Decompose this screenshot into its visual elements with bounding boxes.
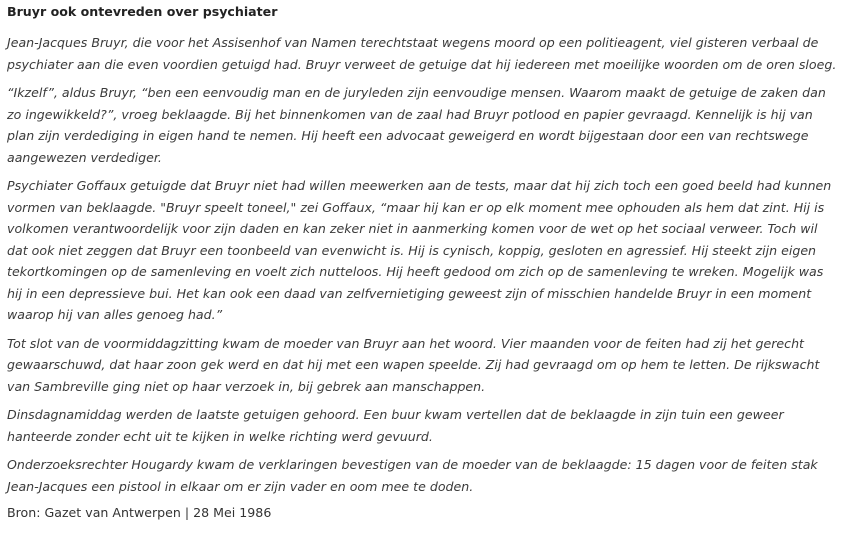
paragraph-6: Onderzoeksrechter Hougardy kwam de verklaringen bevestigen van de moeder van de beklaagde: 15 dagen voor de feiten stak Jean-Jacques een pistool in elkaar om er zijn vader en oom mee te doden. [7, 457, 818, 494]
paragraph-5: Dinsdagnamiddag werden de laatste getuigen gehoord. Een buur kwam vertellen dat de beklaagde in zijn tuin een geweer hanteerde zonder echt uit te kijken in welke richting werd gevuurd. [7, 407, 784, 444]
paragraph-4: Tot slot van de voormiddagzitting kwam de moeder van Bruyr aan het woord. Vier maanden voor de feiten had zij het gerecht gewaarschuwd, dat haar zoon gek werd en dat hij met een wapen speelde. Zij had gevraagd om op hem te letten. De rijkswacht van Sambreville ging niet op haar verzoek in, bij gebrek aan manschappen. [7, 335, 820, 394]
source-line: Bron: Gazet van Antwerpen | 28 Mei 1986 [7, 505, 272, 520]
paragraph-2: “Ikzelf”, aldus Bruyr, “ben een eenvoudig man en de juryleden zijn eenvoudige mensen. Waarom maakt de getuige de zaken dan zo ingewikkeld?”, vroeg beklaagde. Bij het binnenkomen van de zaal had Bruyr potlood en papier gevraagd. Kennelijk is hij van plan zijn verdediging in eigen hand te nemen. Hij heeft een advocaat geweigerd en wordt bijgestaan door een van rechtswege aangewezen verdediger. [7, 85, 826, 165]
paragraph-3: Psychiater Goffaux getuigde dat Bruyr niet had willen meewerken aan de tests, maar dat hij zich toch een goed beeld had kunnen vormen van beklaagde. "Bruyr speelt toneel," zei Goffaux, “maar hij kan er op elk moment mee ophouden als hem dat zint. Hij is volkomen verantwoordelijk voor zijn daden en kan zeker niet in aanmerking komen voor de wet op het sociaal verweer. Toch wil dat ook niet zeggen dat Bruyr een toonbeeld van evenwicht is. Hij is cynisch, koppig, gesloten en agressief. Hij steekt zijn eigen tekortkomingen op de samenleving en voelt zich nutteloos. Hij heeft gedood om zich op de samenleving te wreken. Mogelijk was hij in een depressieve bui. Het kan ook een daad van zelfvernietiging geweest zijn of misschien handelde Bruyr in een moment waarop hij van alles genoeg had.” [7, 178, 832, 322]
article-title: Bruyr ook ontevreden over psychiater [7, 4, 278, 19]
paragraph-1: Jean-Jacques Bruyr, die voor het Assisenhof van Namen terechtstaat wegens moord op een politieagent, viel gisteren verbaal de psychiater aan die even voordien getuigd had. Bruyr verweet de getuige dat hij iedereen met moeilijke woorden om de oren sloeg. [7, 35, 837, 72]
